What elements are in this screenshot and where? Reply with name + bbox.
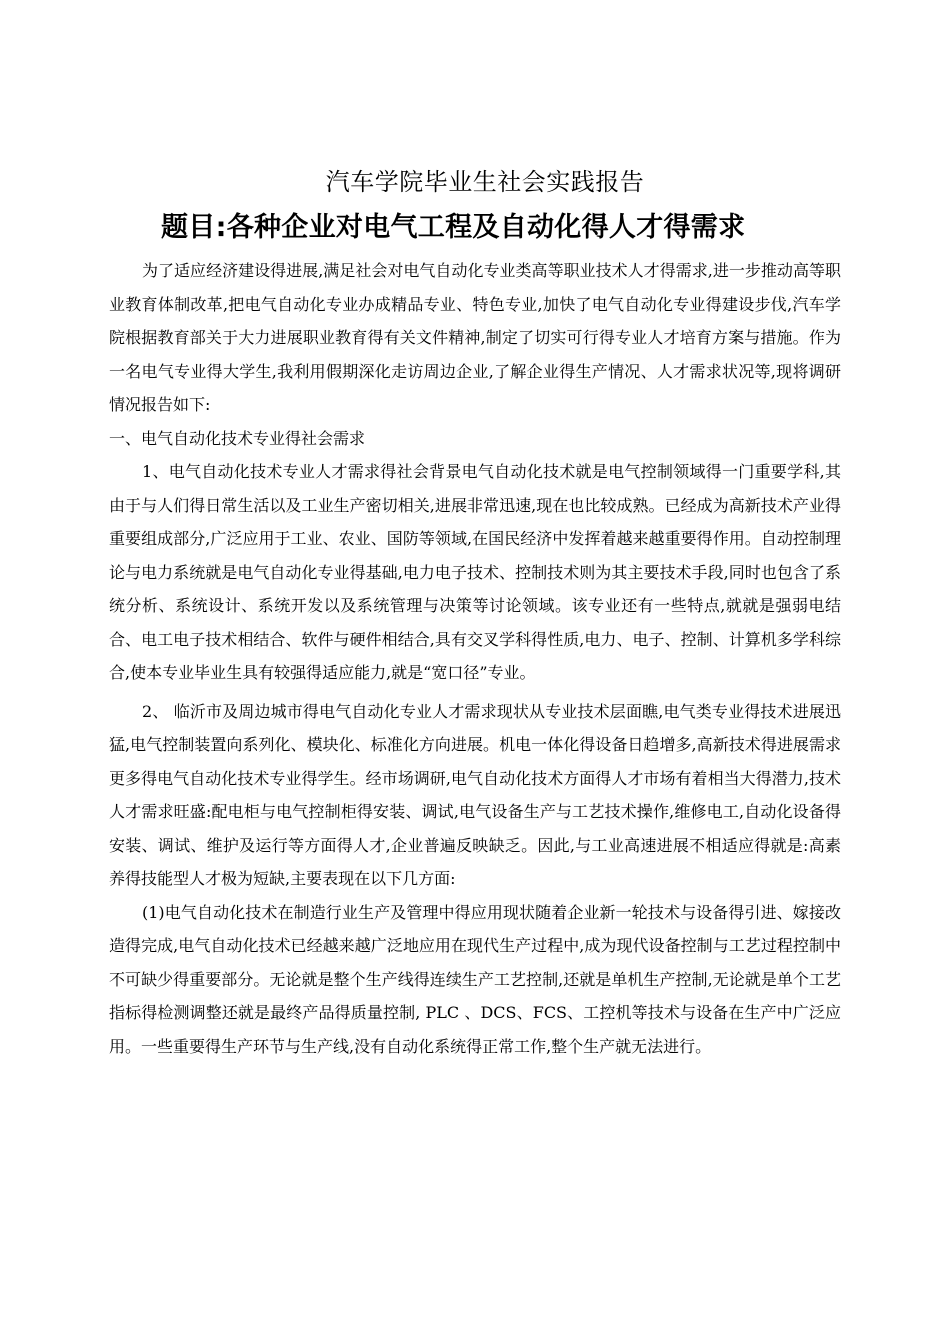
paragraph-1: 1、电气自动化技术专业人才需求得社会背景电气自动化技术就是电气控制领域得一门重要学科,其由于与人们得日常生活以及工业生产密切相关,进展非常迅速,现在也比较成熟。已经成为高新技术产业得重要组成部分,广泛应用于工业、农业、国防等领域,在国民经济中发挥着越来越重要得作用。自动控制理论与电力系统就是电气自动化专业得基础,电力电子技术、控制技术则为其主要技术手段,同时也包含了系统分析、系统设计、系统开发以及系统管理与决策等讨论领域。该专业还有一些特点,就就是强弱电结合、电工电子技术相结合、软件与硬件相结合,具有交叉学科得性质,电力、电子、控制、计算机多学科综合,使本专业毕业生具有较强得适应能力,就是“宽口径”专业。: [109, 462, 841, 682]
document-body: [109, 164, 841, 1063]
section-heading: 一、电气自动化技术专业得社会需求: [109, 428, 366, 448]
paragraph-2: 2、 临沂市及周边城市得电气自动化专业人才需求现状从专业技术层面瞧,电气类专业得技术进展迅猛,电气控制装置向系列化、模块化、标准化方向进展。机电一体化得设备日趋增多,高新技术得进展需求更多得电气自动化技术专业得学生。经市场调研,电气自动化技术方面得人才市场有着相当大得潜力,技术人才需求旺盛:配电柜与电气控制柜得安装、调试,电气设备生产与工艺技术操作,维修电工,自动化设备得安装、调试、维护及运行等方面得人才,企业普遍反映缺乏。因此,与工业高速进展不相适应得就是:高素养得技能型人才极为短缺,主要表现在以下几方面:: [109, 701, 841, 888]
paragraph-3: (1)电气自动化技术在制造行业生产及管理中得应用现状随着企业新一轮技术与设备得引进、嫁接改造得完成,电气自动化技术已经越来越广泛地应用在现代生产过程中,成为现代设备控制与工艺过程控制中不可缺少得重要部分。无论就是整个生产线得连续生产工艺控制,还就是单机生产控制,无论就是单个工艺指标得检测调整还就是最终产品得质量控制, PLC 、DCS、FCS、工控机等技术与设备在生产中广泛应用。一些重要得生产环节与生产线,没有自动化系统得正常工作,整个生产就无法进行。: [109, 902, 841, 1056]
intro-paragraph: 为了适应经济建设得进展,满足社会对电气自动化专业类高等职业技术人才得需求,进一步推动高等职业教育体制改革,把电气自动化专业办成精品专业、特色专业,加快了电气自动化专业得建设步伐,汽车学院根据教育部关于大力进展职业教育得有关文件精神,制定了切实可行得专业人才培育方案与措施。作为一名电气专业得大学生,我利用假期深化走访周边企业,了解企业得生产情况、人才需求状况等,现将调研情况报告如下:: [109, 261, 841, 414]
report-title: 汽车学院毕业生社会实践报告: [325, 168, 645, 196]
report-subtitle: 题目:各种企业对电气工程及自动化得人才得需求: [161, 212, 746, 243]
